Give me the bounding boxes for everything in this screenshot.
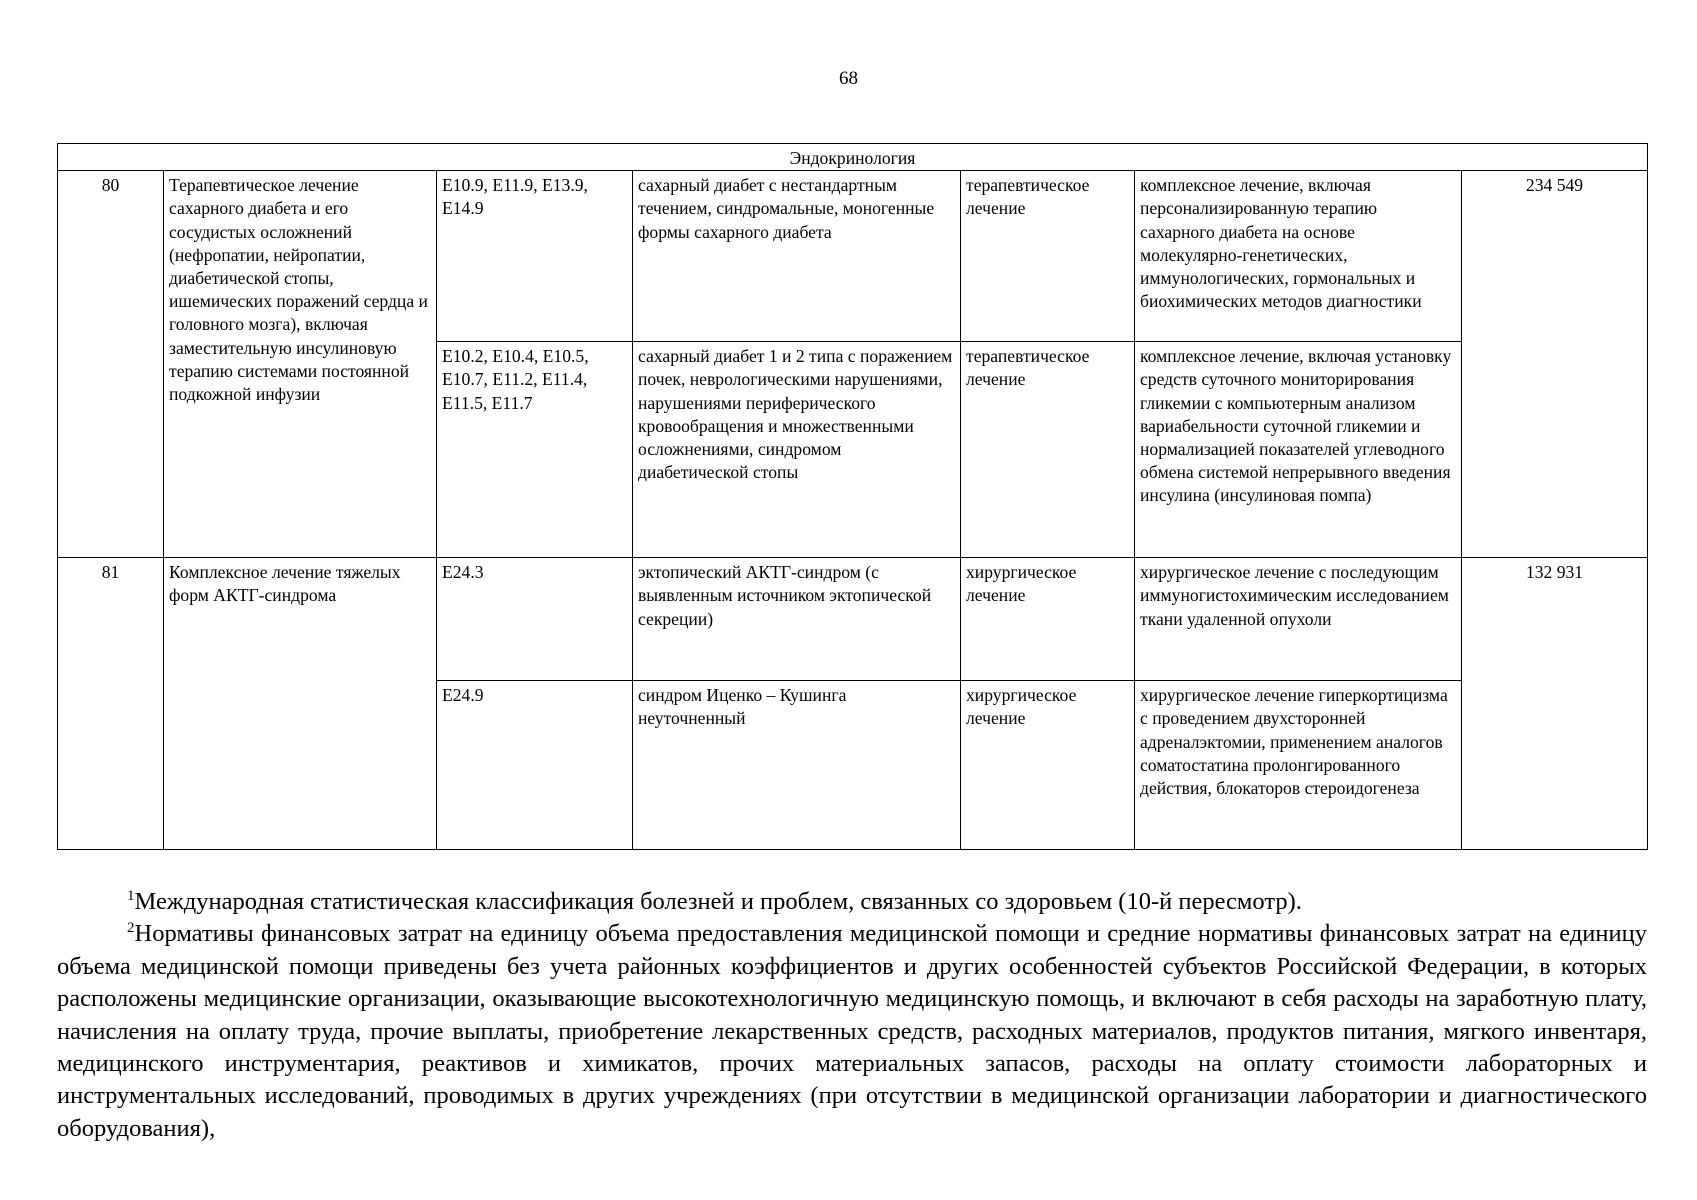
footnotes xyxy=(57,886,1647,1145)
patient-model: сахарный диабет 1 и 2 типа с поражением почек, неврологическими нарушениями, нарушениями периферического кровообращения и множественными осложнениями, синдромом диабетической стопы xyxy=(633,342,961,558)
treatment-type: терапевтическое лечение xyxy=(961,171,1135,342)
icd-codes: E24.3 xyxy=(437,558,633,681)
page-number: 68 xyxy=(839,68,858,89)
treatment-name: Комплексное лечение тяжелых форм АКТГ-синдрома xyxy=(164,558,437,850)
footnote-text: Нормативы финансовых затрат на единицу объема предоставления медицинской помощи и средние нормативы финансовых затрат на единицу объема медицинской помощи приведены без учета районных коэффициентов и других особенностей субъектов Российской Федерации, в которых расположены медицинские организации, оказывающие высокотехнологичную медицинскую помощь, и включают в себя расходы на заработную плату, начисления на оплату труда, прочие выплаты, приобретение лекарственных средств, расходных материалов, продуктов питания, мягкого инвентаря, медицинского инструментария, реактивов и химикатов, прочих материальных запасов, расходы на оплату стоимости лабораторных и инструментальных исследований, проводимых в других учреждениях (при отсутствии в медицинской организации лаборатории и диагностического оборудования), xyxy=(57,920,1647,1142)
hmp-table xyxy=(57,143,1648,850)
section-row xyxy=(58,144,1648,171)
patient-model: эктопический АКТГ-синдром (с выявленным источником эктопической секреции) xyxy=(633,558,961,681)
row-number: 80 xyxy=(58,171,164,558)
treatment-type: терапевтическое лечение xyxy=(961,342,1135,558)
footnote-mark: 2 xyxy=(127,920,135,937)
table-row xyxy=(58,558,1648,681)
icd-codes: E10.2, E10.4, E10.5, E10.7, E11.2, E11.4, E11.5, E11.7 xyxy=(437,342,633,558)
patient-model: сахарный диабет с нестандартным течением, синдромальные, моногенные формы сахарного диабета xyxy=(633,171,961,342)
treatment-type: хирургическое лечение xyxy=(961,681,1135,850)
footnote-1 xyxy=(57,886,1647,918)
treatment-method: хирургическое лечение гиперкортицизма с проведением двухсторонней адреналэктомии, применением аналогов соматостатина пролонгированного действия, блокаторов стероидогенеза xyxy=(1135,681,1462,850)
patient-model: синдром Иценко – Кушинга неуточненный xyxy=(633,681,961,850)
icd-codes: E24.9 xyxy=(437,681,633,850)
footnote-2 xyxy=(57,918,1647,1145)
treatment-method: комплексное лечение, включая установку средств суточного мониторирования гликемии с компьютерным анализом вариабельности суточной гликемии и нормализацией показателей углеводного обмена системой непрерывного введения инсулина (инсулиновая помпа) xyxy=(1135,342,1462,558)
treatment-method: комплексное лечение, включая персонализированную терапию сахарного диабета на основе молекулярно-генетических, иммунологических, гормональных и биохимических методов диагностики xyxy=(1135,171,1462,342)
treatment-name: Терапевтическое лечение сахарного диабета и его сосудистых осложнений (нефропатии, нейропатии, диабетической стопы, ишемических поражений сердца и головного мозга), включая заместительную инсулиновую терапию системами постоянной подкожной инфузии xyxy=(164,171,437,558)
treatment-type: хирургическое лечение xyxy=(961,558,1135,681)
table-row xyxy=(58,171,1648,342)
row-number: 81 xyxy=(58,558,164,850)
cost-value: 132 931 xyxy=(1462,558,1648,850)
treatment-method: хирургическое лечение с последующим иммуногистохимическим исследованием ткани удаленной опухоли xyxy=(1135,558,1462,681)
cost-value: 234 549 xyxy=(1462,171,1648,558)
section-title: Эндокринология xyxy=(58,144,1648,171)
icd-codes: E10.9, E11.9, E13.9, E14.9 xyxy=(437,171,633,342)
footnote-text: Международная статистическая классификация болезней и проблем, связанных со здоровьем (10-й пересмотр). xyxy=(134,888,1302,915)
footnote-mark: 1 xyxy=(127,888,135,904)
